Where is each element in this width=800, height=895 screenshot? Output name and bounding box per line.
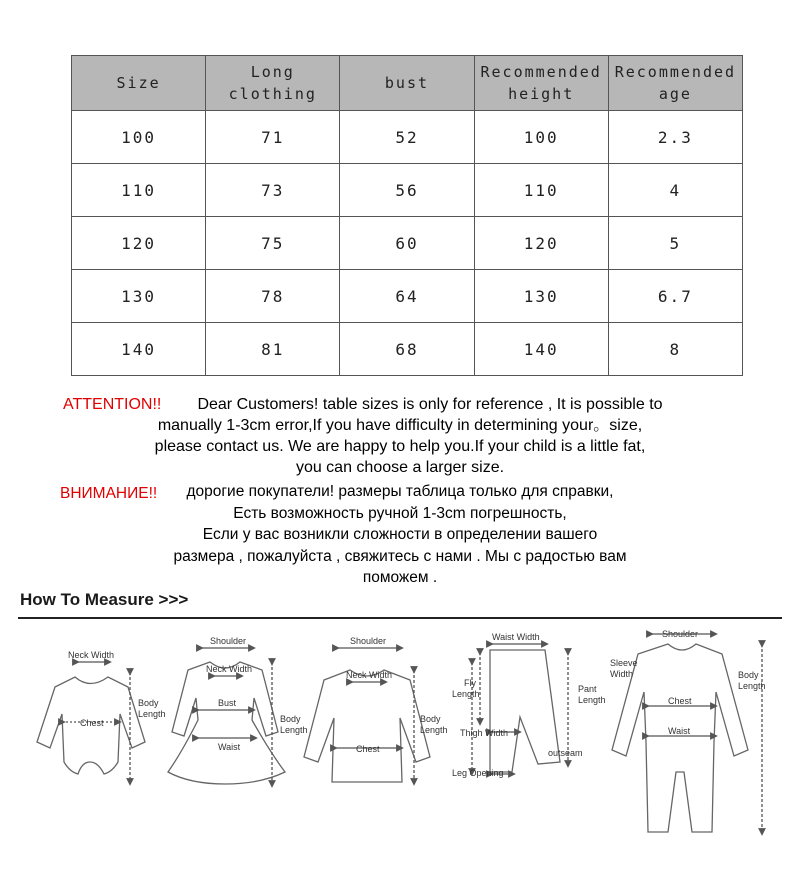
table-cell: 73 — [206, 164, 340, 217]
label-leg-opening: Leg Opening — [452, 768, 504, 778]
note-line: Dear Customers! table sizes is only for reference , It is possible to — [197, 396, 663, 413]
label-neck-width: Neck Width — [206, 664, 253, 674]
attention-label-ru: ВНИМАНИЕ!! — [60, 485, 158, 502]
label-sleeve: Sleeve — [610, 658, 638, 668]
label-body: Body — [738, 670, 759, 680]
table-cell: 52 — [340, 111, 474, 164]
header-size: Size — [72, 56, 206, 111]
table-cell: 64 — [340, 270, 474, 323]
table-cell: 110 — [474, 164, 608, 217]
table-cell: 100 — [72, 111, 206, 164]
label-sleeve-width: Width — [610, 669, 634, 679]
label-shoulder: Shoulder — [210, 636, 247, 646]
label-chest: Chest — [80, 718, 104, 728]
label-pant-length: Length — [578, 695, 606, 705]
label-bust: Bust — [218, 698, 237, 708]
table-cell: 4 — [608, 164, 742, 217]
note-line: manually 1-3cm error,If you have difficulty in determining your。size, — [157, 417, 643, 434]
label-length: Length — [420, 725, 448, 735]
note-line: поможем . — [362, 569, 438, 586]
table-cell: 56 — [340, 164, 474, 217]
table-cell: 110 — [72, 164, 206, 217]
label-body: Body — [138, 698, 159, 708]
table-row — [72, 164, 743, 217]
note-line: you can choose a larger size. — [295, 459, 505, 476]
table-row — [72, 111, 743, 164]
table-row — [72, 217, 743, 270]
size-table — [71, 55, 743, 376]
table-cell: 71 — [206, 111, 340, 164]
table-cell: 140 — [474, 323, 608, 376]
label-waist-width: Waist Width — [492, 632, 540, 642]
attention-note-english — [0, 394, 800, 478]
measure-diagrams-svg — [0, 622, 800, 892]
table-cell: 60 — [340, 217, 474, 270]
header-long-clothing: Long clothing — [206, 56, 340, 111]
table-header-row — [72, 56, 743, 111]
label-chest: Chest — [668, 696, 692, 706]
note-line: размера , пожалуйста , свяжитесь с нами . Мы с радостью вам — [173, 547, 627, 565]
table-cell: 68 — [340, 323, 474, 376]
label-pant: Pant — [578, 684, 597, 694]
table-cell: 2.3 — [608, 111, 742, 164]
divider — [18, 617, 782, 619]
label-body: Body — [420, 714, 441, 724]
top-diagram — [304, 648, 430, 782]
header-recommended-age: Recommended age — [608, 56, 742, 111]
label-length: Length — [738, 681, 766, 691]
attention-note-russian — [0, 481, 800, 589]
label-shoulder: Shoulder — [350, 636, 387, 646]
table-cell: 130 — [474, 270, 608, 323]
note-line: Есть возможность ручной 1-3cm погрешность, — [233, 504, 567, 522]
label-waist: Waist — [218, 742, 241, 752]
label-neck-width: Neck Width — [346, 670, 393, 680]
label-thigh-width: Thigh Width — [460, 728, 509, 738]
table-cell: 8 — [608, 323, 742, 376]
table-cell: 120 — [474, 217, 608, 270]
table-cell: 81 — [206, 323, 340, 376]
table-cell: 130 — [72, 270, 206, 323]
note-line: please contact us. We are happy to help you.If your child is a little fat, — [154, 438, 646, 455]
label-length: Length — [138, 709, 166, 719]
label-waist: Waist — [668, 726, 691, 736]
header-bust: bust — [340, 56, 474, 111]
label-fly: Fly — [464, 678, 476, 688]
table-cell: 120 — [72, 217, 206, 270]
how-to-measure-title: How To Measure >>> — [20, 590, 189, 609]
table-cell: 140 — [72, 323, 206, 376]
table-cell: 6.7 — [608, 270, 742, 323]
table-row — [72, 270, 743, 323]
table-cell: 100 — [474, 111, 608, 164]
label-shoulder: Shoulder — [662, 629, 699, 639]
label-chest: Chest — [356, 744, 380, 754]
table-row — [72, 323, 743, 376]
note-line: дорогие покупатели! размеры таблица только для справки, — [186, 483, 614, 500]
header-recommended-height: Recommended height — [474, 56, 608, 111]
label-outseam: outseam — [548, 748, 583, 758]
label-body: Body — [280, 714, 301, 724]
label-neck-width: Neck Width — [68, 650, 115, 660]
note-line: Если у вас возникли сложности в определении вашего — [202, 526, 598, 543]
label-fly-length: Length — [452, 689, 480, 699]
measure-diagrams — [0, 622, 800, 892]
table-cell: 5 — [608, 217, 742, 270]
attention-label: ATTENTION!! — [63, 396, 162, 413]
table-cell: 75 — [206, 217, 340, 270]
label-length: Length — [280, 725, 308, 735]
table-cell: 78 — [206, 270, 340, 323]
